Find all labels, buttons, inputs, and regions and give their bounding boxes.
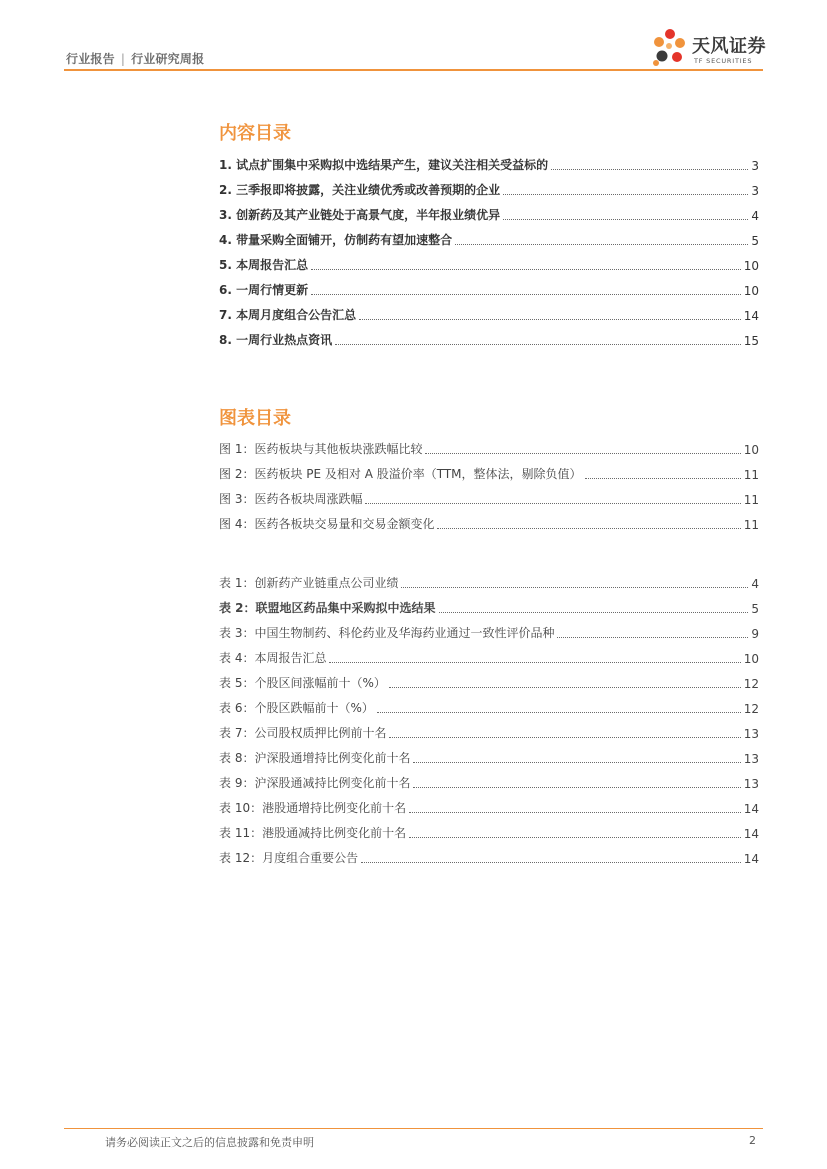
table-entry-page: 4 bbox=[751, 577, 759, 591]
figure-entry[interactable] bbox=[219, 432, 759, 457]
figure-entry-page: 10 bbox=[743, 443, 759, 457]
table-entry[interactable] bbox=[219, 641, 759, 666]
figures-title: 图表目录 bbox=[219, 408, 291, 429]
dot-leader bbox=[503, 218, 748, 220]
toc-entry-page: 15 bbox=[743, 334, 759, 348]
dot-leader bbox=[551, 168, 748, 170]
toc-entry-page: 10 bbox=[743, 259, 759, 273]
table-entry-label: 表 12：月度组合重要公告 bbox=[219, 851, 359, 865]
dot-leader bbox=[413, 786, 740, 788]
figure-entry-label: 图 1：医药板块与其他板块涨跌幅比较 bbox=[219, 442, 423, 456]
dot-leader bbox=[377, 711, 741, 713]
dot-leader bbox=[361, 861, 741, 863]
toc-entry-page: 3 bbox=[751, 159, 759, 173]
dot-leader bbox=[311, 293, 741, 295]
toc-entry[interactable] bbox=[219, 273, 759, 298]
toc-entry[interactable] bbox=[219, 248, 759, 273]
toc-entry-label: 4. 带量采购全面铺开，仿制药有望加速整合 bbox=[219, 233, 453, 247]
dot-leader bbox=[311, 268, 741, 270]
toc-entry-label: 2. 三季报即将披露，关注业绩优秀或改善预期的企业 bbox=[219, 183, 501, 197]
table-entry-page: 14 bbox=[743, 802, 759, 816]
logo-name-cn: 天风证券 bbox=[692, 36, 766, 57]
dot-leader bbox=[455, 243, 748, 245]
toc-entry-page: 10 bbox=[743, 284, 759, 298]
dot-leader bbox=[359, 318, 741, 320]
figure-entry[interactable] bbox=[219, 482, 759, 507]
figure-entry-page: 11 bbox=[743, 493, 759, 507]
table-entry-page: 10 bbox=[743, 652, 759, 666]
table-entry-label: 表 9：沪深股通减持比例变化前十名 bbox=[219, 776, 411, 790]
flower-logo-icon bbox=[650, 26, 692, 70]
toc-entry[interactable] bbox=[219, 198, 759, 223]
dot-leader bbox=[329, 661, 740, 663]
dot-leader bbox=[503, 193, 748, 195]
toc-entry-page: 5 bbox=[751, 234, 759, 248]
figure-entry-page: 11 bbox=[743, 468, 759, 482]
table-entry-label: 表 10：港股通增持比例变化前十名 bbox=[219, 801, 407, 815]
table-entry[interactable] bbox=[219, 566, 759, 591]
toc-entry-label: 8. 一周行业热点资讯 bbox=[219, 333, 333, 347]
table-entry-page: 5 bbox=[751, 602, 759, 616]
dot-leader bbox=[401, 586, 748, 588]
header-divider bbox=[64, 69, 763, 71]
table-entry-label: 表 6：个股区跌幅前十（%） bbox=[219, 701, 374, 715]
table-entry[interactable] bbox=[219, 716, 759, 741]
dot-leader bbox=[425, 452, 740, 454]
page-number: 2 bbox=[749, 1134, 756, 1147]
toc-entry-label: 3. 创新药及其产业链处于高景气度，半年报业绩优异 bbox=[219, 208, 501, 222]
dot-leader bbox=[437, 527, 740, 529]
contents-list bbox=[219, 148, 759, 348]
table-entry-label: 表 1：创新药产业链重点公司业绩 bbox=[219, 576, 399, 590]
table-entry-label: 表 8：沪深股通增持比例变化前十名 bbox=[219, 751, 411, 765]
figure-entry-label: 图 2：医药板块 PE 及相对 A 股溢价率（TTM，整体法，剔除负值） bbox=[219, 467, 582, 481]
table-entry-label: 表 11：港股通减持比例变化前十名 bbox=[219, 826, 407, 840]
breadcrumb-separator: | bbox=[120, 52, 126, 66]
table-entry[interactable] bbox=[219, 666, 759, 691]
table-entry-page: 13 bbox=[743, 727, 759, 741]
dot-leader bbox=[413, 761, 740, 763]
table-entry[interactable] bbox=[219, 591, 759, 616]
figure-entry-label: 图 4：医药各板块交易量和交易金额变化 bbox=[219, 517, 435, 531]
table-entry-label: 表 2：联盟地区药品集中采购拟中选结果 bbox=[219, 601, 436, 615]
dot-leader bbox=[365, 502, 740, 504]
table-entry[interactable] bbox=[219, 691, 759, 716]
figure-entry[interactable] bbox=[219, 507, 759, 532]
toc-entry[interactable] bbox=[219, 298, 759, 323]
table-entry-page: 13 bbox=[743, 752, 759, 766]
table-entry[interactable] bbox=[219, 791, 759, 816]
contents-title: 内容目录 bbox=[219, 123, 291, 144]
toc-entry-label: 5. 本周报告汇总 bbox=[219, 258, 309, 272]
table-entry-label: 表 4：本周报告汇总 bbox=[219, 651, 327, 665]
tables-list bbox=[219, 566, 759, 866]
table-entry[interactable] bbox=[219, 766, 759, 791]
table-entry[interactable] bbox=[219, 741, 759, 766]
company-logo bbox=[650, 26, 764, 70]
dot-leader bbox=[585, 477, 741, 479]
dot-leader bbox=[557, 636, 748, 638]
toc-entry[interactable] bbox=[219, 173, 759, 198]
footer-divider bbox=[64, 1128, 763, 1129]
figure-entry-page: 11 bbox=[743, 518, 759, 532]
figures-list bbox=[219, 432, 759, 532]
report-subcategory: 行业研究周报 bbox=[131, 52, 205, 66]
table-entry-page: 12 bbox=[743, 677, 759, 691]
toc-entry-page: 3 bbox=[751, 184, 759, 198]
dot-leader bbox=[389, 736, 740, 738]
table-entry-page: 12 bbox=[743, 702, 759, 716]
report-breadcrumb bbox=[66, 50, 204, 67]
toc-entry-label: 6. 一周行情更新 bbox=[219, 283, 309, 297]
table-entry[interactable] bbox=[219, 616, 759, 641]
dot-leader bbox=[409, 811, 741, 813]
toc-entry-page: 14 bbox=[743, 309, 759, 323]
table-entry-label: 表 3：中国生物制药、科伦药业及华海药业通过一致性评价品种 bbox=[219, 626, 555, 640]
table-entry-page: 13 bbox=[743, 777, 759, 791]
table-entry[interactable] bbox=[219, 841, 759, 866]
table-entry-page: 9 bbox=[751, 627, 759, 641]
toc-entry-page: 4 bbox=[751, 209, 759, 223]
table-entry-label: 表 5：个股区间涨幅前十（%） bbox=[219, 676, 386, 690]
figure-entry[interactable] bbox=[219, 457, 759, 482]
dot-leader bbox=[335, 343, 741, 345]
logo-name-en: TF SECURITIES bbox=[694, 57, 753, 65]
toc-entry-label: 7. 本周月度组合公告汇总 bbox=[219, 308, 357, 322]
toc-entry[interactable] bbox=[219, 148, 759, 173]
table-entry-page: 14 bbox=[743, 827, 759, 841]
figure-entry-label: 图 3：医药各板块周涨跌幅 bbox=[219, 492, 363, 506]
dot-leader bbox=[389, 686, 741, 688]
toc-entry[interactable] bbox=[219, 323, 759, 348]
disclaimer-note: 请务必阅读正文之后的信息披露和免责申明 bbox=[105, 1136, 314, 1149]
table-entry-page: 14 bbox=[743, 852, 759, 866]
toc-entry-label: 1. 试点扩围集中采购拟中选结果产生，建议关注相关受益标的 bbox=[219, 158, 549, 172]
toc-entry[interactable] bbox=[219, 223, 759, 248]
report-category: 行业报告 bbox=[66, 52, 115, 66]
dot-leader bbox=[409, 836, 741, 838]
dot-leader bbox=[439, 611, 749, 613]
table-entry-label: 表 7：公司股权质押比例前十名 bbox=[219, 726, 387, 740]
table-entry[interactable] bbox=[219, 816, 759, 841]
